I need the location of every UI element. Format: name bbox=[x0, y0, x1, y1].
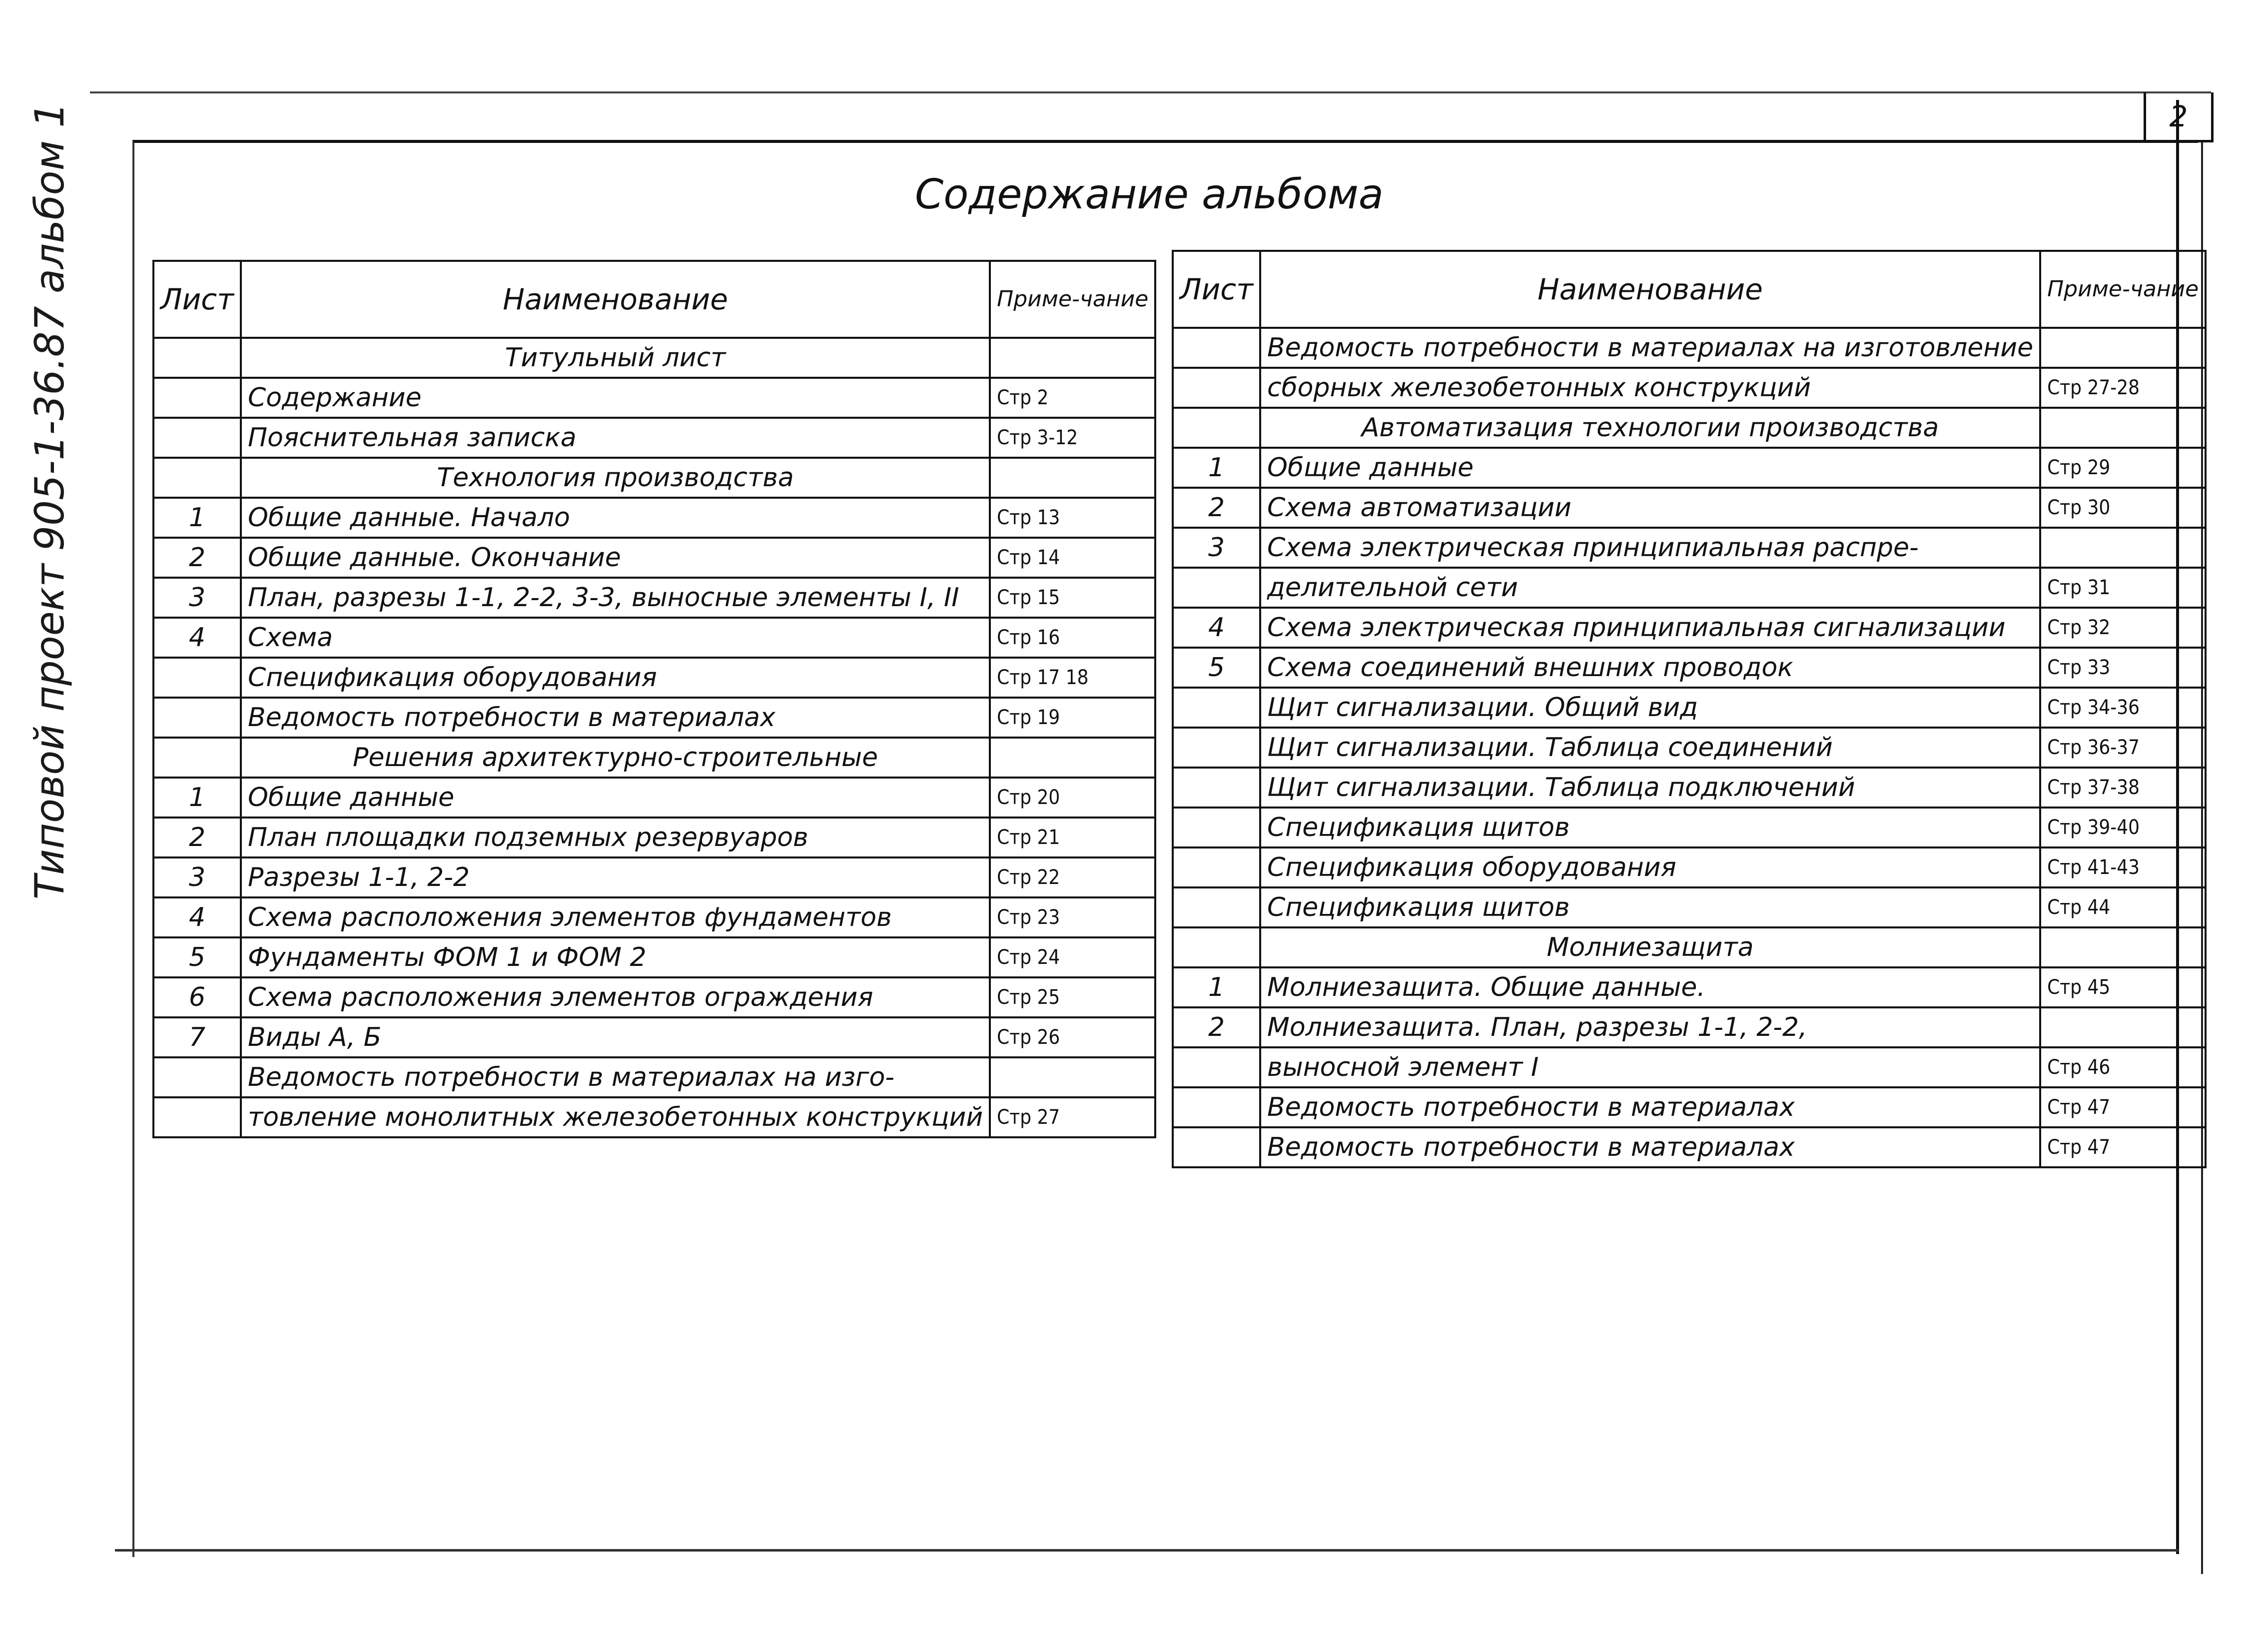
table-row bbox=[1173, 448, 2206, 488]
sheet-cell: 5 bbox=[1173, 648, 1260, 688]
sheet-cell bbox=[153, 738, 241, 778]
page-ref-cell: Стр 21 bbox=[990, 818, 1155, 857]
sheet-cell bbox=[153, 458, 241, 498]
table-row bbox=[153, 458, 1155, 498]
name-cell: Фундаменты ФОМ 1 и ФОМ 2 bbox=[241, 937, 990, 977]
sheet-cell bbox=[1173, 927, 1260, 967]
table-header-row bbox=[1173, 251, 2206, 328]
table-row bbox=[1173, 328, 2206, 368]
name-cell: Ведомость потребности в материалах на изго- bbox=[241, 1057, 990, 1097]
page-ref-cell: Стр 3-12 bbox=[990, 418, 1155, 458]
sheet-cell bbox=[153, 338, 241, 378]
header-name: Наименование bbox=[1260, 251, 2040, 328]
page-ref-cell: Стр 32 bbox=[2040, 608, 2206, 648]
page-title: Содержание альбома bbox=[915, 171, 1384, 218]
header-sheet: Лист bbox=[1173, 251, 1260, 328]
sheet-cell bbox=[153, 378, 241, 418]
name-cell: Спецификация щитов bbox=[1260, 808, 2040, 847]
table-row bbox=[1173, 768, 2206, 808]
page-ref-cell: Стр 27 bbox=[990, 1097, 1155, 1137]
sheet-cell bbox=[153, 1057, 241, 1097]
sheet-cell bbox=[1173, 847, 1260, 887]
section-heading: Решения архитектурно-строительные bbox=[241, 738, 990, 778]
page-ref-cell: Стр 22 bbox=[990, 857, 1155, 897]
name-cell: Содержание bbox=[241, 378, 990, 418]
sheet-cell bbox=[1173, 368, 1260, 408]
page-ref-cell: Стр 36-37 bbox=[2040, 728, 2206, 768]
table-row bbox=[1173, 688, 2206, 728]
section-heading: Титульный лист bbox=[241, 338, 990, 378]
table-row bbox=[153, 937, 1155, 977]
sheet-cell: 3 bbox=[153, 857, 241, 897]
table-row bbox=[153, 618, 1155, 658]
name-cell: выносной элемент I bbox=[1260, 1047, 2040, 1087]
table-row bbox=[1173, 648, 2206, 688]
table-row bbox=[153, 698, 1155, 738]
sheet-cell: 1 bbox=[153, 778, 241, 818]
name-cell: Щит сигнализации. Таблица подключений bbox=[1260, 768, 2040, 808]
sheet-cell: 3 bbox=[1173, 528, 1260, 568]
name-cell: План, разрезы 1-1, 2-2, 3-3, выносные элементы I, II bbox=[241, 578, 990, 618]
sheet-cell: 2 bbox=[153, 538, 241, 578]
name-cell: Ведомость потребности в материалах bbox=[241, 698, 990, 738]
sheet-cell bbox=[1173, 768, 1260, 808]
page-ref-cell: Стр 16 bbox=[990, 618, 1155, 658]
sheet-cell: 7 bbox=[153, 1017, 241, 1057]
sheet-cell bbox=[1173, 1047, 1260, 1087]
sheet-cell: 2 bbox=[153, 818, 241, 857]
name-cell: Щит сигнализации. Таблица соединений bbox=[1260, 728, 2040, 768]
table-row bbox=[1173, 808, 2206, 847]
name-cell: Общие данные bbox=[241, 778, 990, 818]
section-heading: Молниезащита bbox=[1260, 927, 2040, 967]
table-row bbox=[1173, 887, 2206, 927]
table-row bbox=[153, 977, 1155, 1017]
top-border-line bbox=[90, 91, 2211, 93]
page-ref-cell: Стр 33 bbox=[2040, 648, 2206, 688]
page-ref-cell: Стр 34-36 bbox=[2040, 688, 2206, 728]
table-row bbox=[1173, 608, 2206, 648]
name-cell: Молниезащита. Общие данные. bbox=[1260, 967, 2040, 1007]
page-ref-cell: Стр 13 bbox=[990, 498, 1155, 538]
name-cell: Общие данные. Начало bbox=[241, 498, 990, 538]
table-row bbox=[1173, 927, 2206, 967]
sheet-cell: 3 bbox=[153, 578, 241, 618]
sheet-cell: 1 bbox=[153, 498, 241, 538]
name-cell: Пояснительная записка bbox=[241, 418, 990, 458]
name-cell: Схема автоматизации bbox=[1260, 488, 2040, 528]
table-row bbox=[1173, 847, 2206, 887]
name-cell: делительной сети bbox=[1260, 568, 2040, 608]
table-row bbox=[153, 1097, 1155, 1137]
name-cell: Спецификация оборудования bbox=[241, 658, 990, 698]
sheet-cell: 5 bbox=[153, 937, 241, 977]
name-cell: сборных железобетонных конструкций bbox=[1260, 368, 2040, 408]
name-cell: Виды А, Б bbox=[241, 1017, 990, 1057]
page-ref-cell bbox=[2040, 408, 2206, 448]
page-ref-cell: Стр 19 bbox=[990, 698, 1155, 738]
table-row bbox=[1173, 528, 2206, 568]
sheet-cell: 4 bbox=[1173, 608, 1260, 648]
table-body-right bbox=[1173, 328, 2206, 1167]
table-row bbox=[153, 418, 1155, 458]
name-cell: Схема электрическая принципиальная сигнализации bbox=[1260, 608, 2040, 648]
name-cell: Щит сигнализации. Общий вид bbox=[1260, 688, 2040, 728]
table-row bbox=[153, 378, 1155, 418]
page-ref-cell: Стр 26 bbox=[990, 1017, 1155, 1057]
contents-table-right bbox=[1172, 250, 2207, 1168]
page-ref-cell bbox=[2040, 927, 2206, 967]
table-row bbox=[1173, 1047, 2206, 1087]
header-note: Приме-чание bbox=[2040, 251, 2206, 328]
table-row bbox=[153, 1017, 1155, 1057]
name-cell: План площадки подземных резервуаров bbox=[241, 818, 990, 857]
sheet-cell bbox=[1173, 728, 1260, 768]
header-note: Приме-чание bbox=[990, 261, 1155, 338]
name-cell: Разрезы 1-1, 2-2 bbox=[241, 857, 990, 897]
sheet-cell: 4 bbox=[153, 897, 241, 937]
table-row bbox=[1173, 488, 2206, 528]
page-ref-cell: Стр 37-38 bbox=[2040, 768, 2206, 808]
name-cell: Ведомость потребности в материалах bbox=[1260, 1087, 2040, 1127]
sheet-cell: 6 bbox=[153, 977, 241, 1017]
name-cell: Схема bbox=[241, 618, 990, 658]
table-row bbox=[1173, 568, 2206, 608]
name-cell: Молниезащита. План, разрезы 1-1, 2-2, bbox=[1260, 1007, 2040, 1047]
table-row bbox=[153, 738, 1155, 778]
name-cell: Общие данные. Окончание bbox=[241, 538, 990, 578]
table-row bbox=[1173, 368, 2206, 408]
table-row bbox=[1173, 1127, 2206, 1167]
name-cell: Схема соединений внешних проводок bbox=[1260, 648, 2040, 688]
table-row bbox=[153, 538, 1155, 578]
page-number: 2 bbox=[2144, 92, 2214, 142]
sheet-cell bbox=[153, 698, 241, 738]
table-body-left bbox=[153, 338, 1155, 1137]
page-ref-cell bbox=[990, 738, 1155, 778]
page-ref-cell bbox=[990, 338, 1155, 378]
name-cell: Ведомость потребности в материалах bbox=[1260, 1127, 2040, 1167]
table-row bbox=[153, 658, 1155, 698]
page-ref-cell: Стр 23 bbox=[990, 897, 1155, 937]
header-name: Наименование bbox=[241, 261, 990, 338]
sheet-cell: 1 bbox=[1173, 967, 1260, 1007]
page-ref-cell: Стр 20 bbox=[990, 778, 1155, 818]
name-cell: Спецификация оборудования bbox=[1260, 847, 2040, 887]
page-ref-cell: Стр 45 bbox=[2040, 967, 2206, 1007]
table-row bbox=[153, 578, 1155, 618]
page-ref-cell: Стр 29 bbox=[2040, 448, 2206, 488]
page-ref-cell: Стр 46 bbox=[2040, 1047, 2206, 1087]
page-ref-cell: Стр 27-28 bbox=[2040, 368, 2206, 408]
sheet-cell bbox=[153, 1097, 241, 1137]
table-row bbox=[153, 778, 1155, 818]
side-stamp: Типовой проект 905-1-36.87 альбом 1 bbox=[26, 102, 73, 899]
name-cell: Схема расположения элементов ограждения bbox=[241, 977, 990, 1017]
name-cell: Схема расположения элементов фундаментов bbox=[241, 897, 990, 937]
table-row bbox=[1173, 1087, 2206, 1127]
table-row bbox=[153, 818, 1155, 857]
sheet-cell bbox=[1173, 408, 1260, 448]
table-row bbox=[153, 1057, 1155, 1097]
page-ref-cell: Стр 47 bbox=[2040, 1127, 2206, 1167]
page-ref-cell bbox=[2040, 328, 2206, 368]
sheet-cell bbox=[1173, 328, 1260, 368]
name-cell: Спецификация щитов bbox=[1260, 887, 2040, 927]
page-ref-cell: Стр 31 bbox=[2040, 568, 2206, 608]
section-heading: Технология производства bbox=[241, 458, 990, 498]
table-row bbox=[153, 338, 1155, 378]
table-row bbox=[1173, 728, 2206, 768]
page-ref-cell: Стр 25 bbox=[990, 977, 1155, 1017]
page-ref-cell: Стр 39-40 bbox=[2040, 808, 2206, 847]
table-row bbox=[153, 498, 1155, 538]
page-ref-cell: Стр 24 bbox=[990, 937, 1155, 977]
sheet-cell bbox=[1173, 808, 1260, 847]
sheet-cell bbox=[1173, 688, 1260, 728]
page-ref-cell: Стр 47 bbox=[2040, 1087, 2206, 1127]
page-ref-cell: Стр 41-43 bbox=[2040, 847, 2206, 887]
table-row bbox=[1173, 967, 2206, 1007]
page-ref-cell bbox=[2040, 528, 2206, 568]
page-ref-cell: Стр 14 bbox=[990, 538, 1155, 578]
sheet-cell: 1 bbox=[1173, 448, 1260, 488]
sheet-cell bbox=[1173, 1087, 1260, 1127]
name-cell: Общие данные bbox=[1260, 448, 2040, 488]
bottom-frame-line bbox=[115, 1549, 2179, 1552]
sheet-cell: 4 bbox=[153, 618, 241, 658]
sheet-cell bbox=[1173, 887, 1260, 927]
contents-table-left bbox=[152, 260, 1156, 1138]
page-ref-cell: Стр 17 18 bbox=[990, 658, 1155, 698]
table-row bbox=[1173, 1007, 2206, 1047]
name-cell: товление монолитных железобетонных конструкций bbox=[241, 1097, 990, 1137]
name-cell: Ведомость потребности в материалах на изготовление bbox=[1260, 328, 2040, 368]
sheet-cell bbox=[1173, 568, 1260, 608]
table-row bbox=[1173, 408, 2206, 448]
table-header-row bbox=[153, 261, 1155, 338]
page-ref-cell: Стр 30 bbox=[2040, 488, 2206, 528]
page-ref-cell bbox=[990, 458, 1155, 498]
page-ref-cell: Стр 2 bbox=[990, 378, 1155, 418]
name-cell: Схема электрическая принципиальная распре- bbox=[1260, 528, 2040, 568]
page-ref-cell: Стр 44 bbox=[2040, 887, 2206, 927]
sheet-cell: 2 bbox=[1173, 1007, 1260, 1047]
sheet-cell bbox=[1173, 1127, 1260, 1167]
sheet-cell: 2 bbox=[1173, 488, 1260, 528]
section-heading: Автоматизация технологии производства bbox=[1260, 408, 2040, 448]
table-row bbox=[153, 857, 1155, 897]
header-sheet: Лист bbox=[153, 261, 241, 338]
page-ref-cell bbox=[2040, 1007, 2206, 1047]
page-ref-cell bbox=[990, 1057, 1155, 1097]
page-ref-cell: Стр 15 bbox=[990, 578, 1155, 618]
sheet-cell bbox=[153, 418, 241, 458]
sheet-cell bbox=[153, 658, 241, 698]
table-row bbox=[153, 897, 1155, 937]
